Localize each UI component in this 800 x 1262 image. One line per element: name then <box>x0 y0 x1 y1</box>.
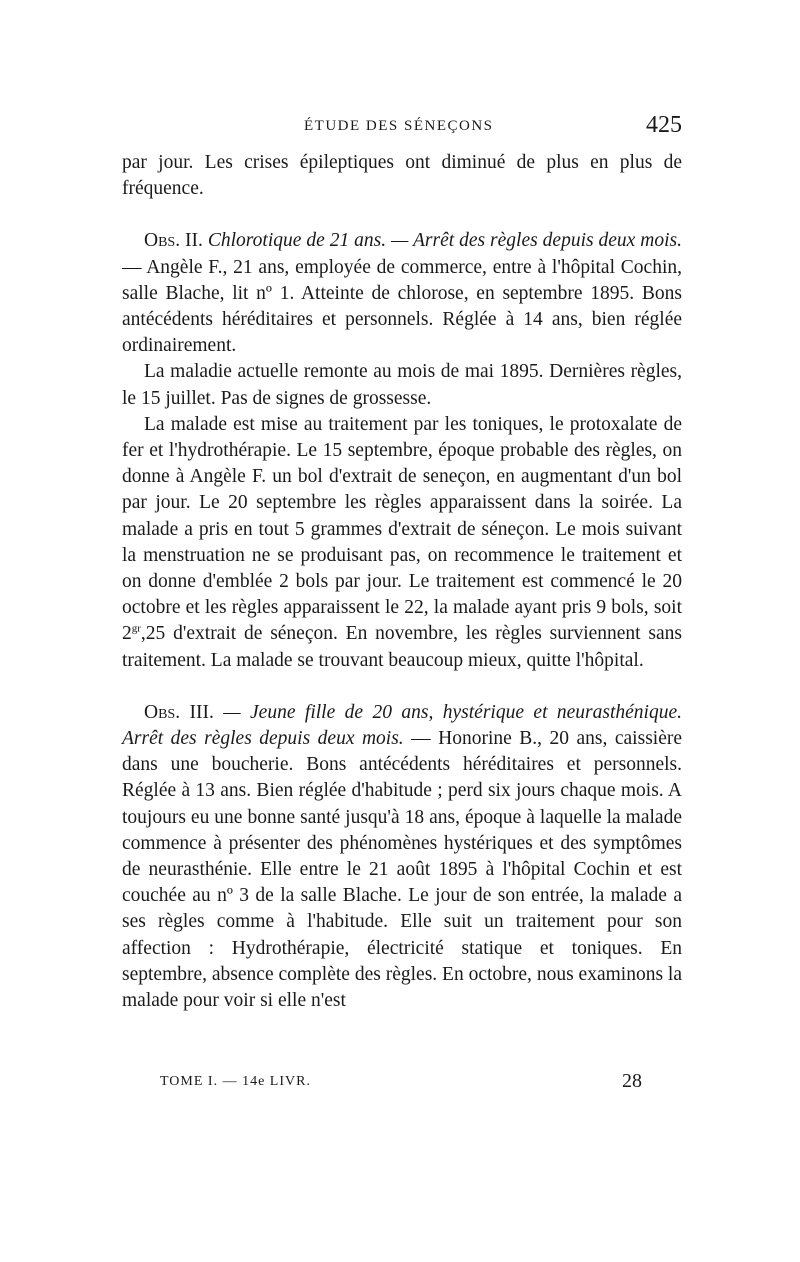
unit-superscript: gr <box>131 622 141 635</box>
paragraph-text: — Angèle F., 21 ans, employée de commerce, entre à l'hôpital Cochin, salle Blache, lit nº 1. Atteinte de chlorose, en septembre 1895. Bons antécédents héréditaires et personnels. Réglée à 14 ans, bien réglée ordinairement. <box>122 256 682 357</box>
paragraph-text: par jour. Les crises épileptiques ont diminué de plus en plus de fréquence. <box>122 152 682 200</box>
paragraph-text: ,25 d'extrait de séneçon. En novembre, les règles surviennent sans traitement. La malade se trouvant beaucoup mieux, quitte l'hôpital. <box>122 623 682 671</box>
observation-title: — Jeune fille de 20 ans, hystérique et neurasthénique. Arrêt des règles depuis deux mois. <box>122 701 683 750</box>
observation-title: Chlorotique de 21 ans. — Arrêt des règles depuis deux mois. <box>207 230 682 252</box>
paragraph-continuation <box>122 150 682 202</box>
body-text <box>122 150 682 1014</box>
signature-mark: TOME I. — 14e LIVR. <box>160 1074 311 1089</box>
page-header <box>122 112 682 148</box>
paragraph <box>122 412 682 674</box>
sheet-number: 28 <box>622 1070 642 1092</box>
paragraph-obs-2 <box>122 228 682 359</box>
running-title: ÉTUDE DES SÉNEÇONS <box>304 118 494 134</box>
observation-label: Obs. III. <box>144 701 214 723</box>
paragraph-text: — Honorine B., 20 ans, caissière dans une boucherie. Bons antécédents héréditaires et personnels. Réglée à 13 ans. Bien réglée d'habitude ; perd six jours chaque mois. A toujours eu une bonne santé jusqu'à 18 ans, époque à laquelle la malade commence à présenter des phénomènes hystériques et des symptômes de neurasthénie. Elle entre le 21 août 1895 à l'hôpital Cochin et est couchée au nº 3 de la salle Blache. Le jour de son entrée, la malade a ses règles comme à l'habitude. Elle suit un traitement pour son affection : Hydrothérapie, électricité statique et toniques. En septembre, absence complète des règles. En octobre, nous examinons la malade pour voir si elle n'est <box>122 728 683 1012</box>
observation-label: Obs. II. <box>144 230 203 252</box>
page-footer <box>160 1070 660 1100</box>
paragraph-text: La maladie actuelle remonte au mois de mai 1895. Dernières règles, le 15 juillet. Pas de signes de grossesse. <box>122 361 682 409</box>
paragraph <box>122 359 682 411</box>
page-number: 425 <box>646 112 682 138</box>
paragraph-obs-3 <box>122 700 682 1014</box>
paragraph-text: La malade est mise au traitement par les toniques, le protoxalate de fer et l'hydrothérapie. Le 15 septembre, époque probable des règles, on donne à Angèle F. un bol d'extrait de seneçon, en augmentant d'un bol par jour. Le 20 septembre les règles apparaissent dans la soirée. La malade a pris en tout 5 grammes d'extrait de séneçon. Le mois suivant la menstruation ne se produisant pas, on recommence le traitement et on donne d'emblée 2 bols par jour. Le traitement est commencé le 20 octobre et les règles apparaissent le 22, la malade ayant pris 9 bols, soit 2 <box>122 413 682 645</box>
